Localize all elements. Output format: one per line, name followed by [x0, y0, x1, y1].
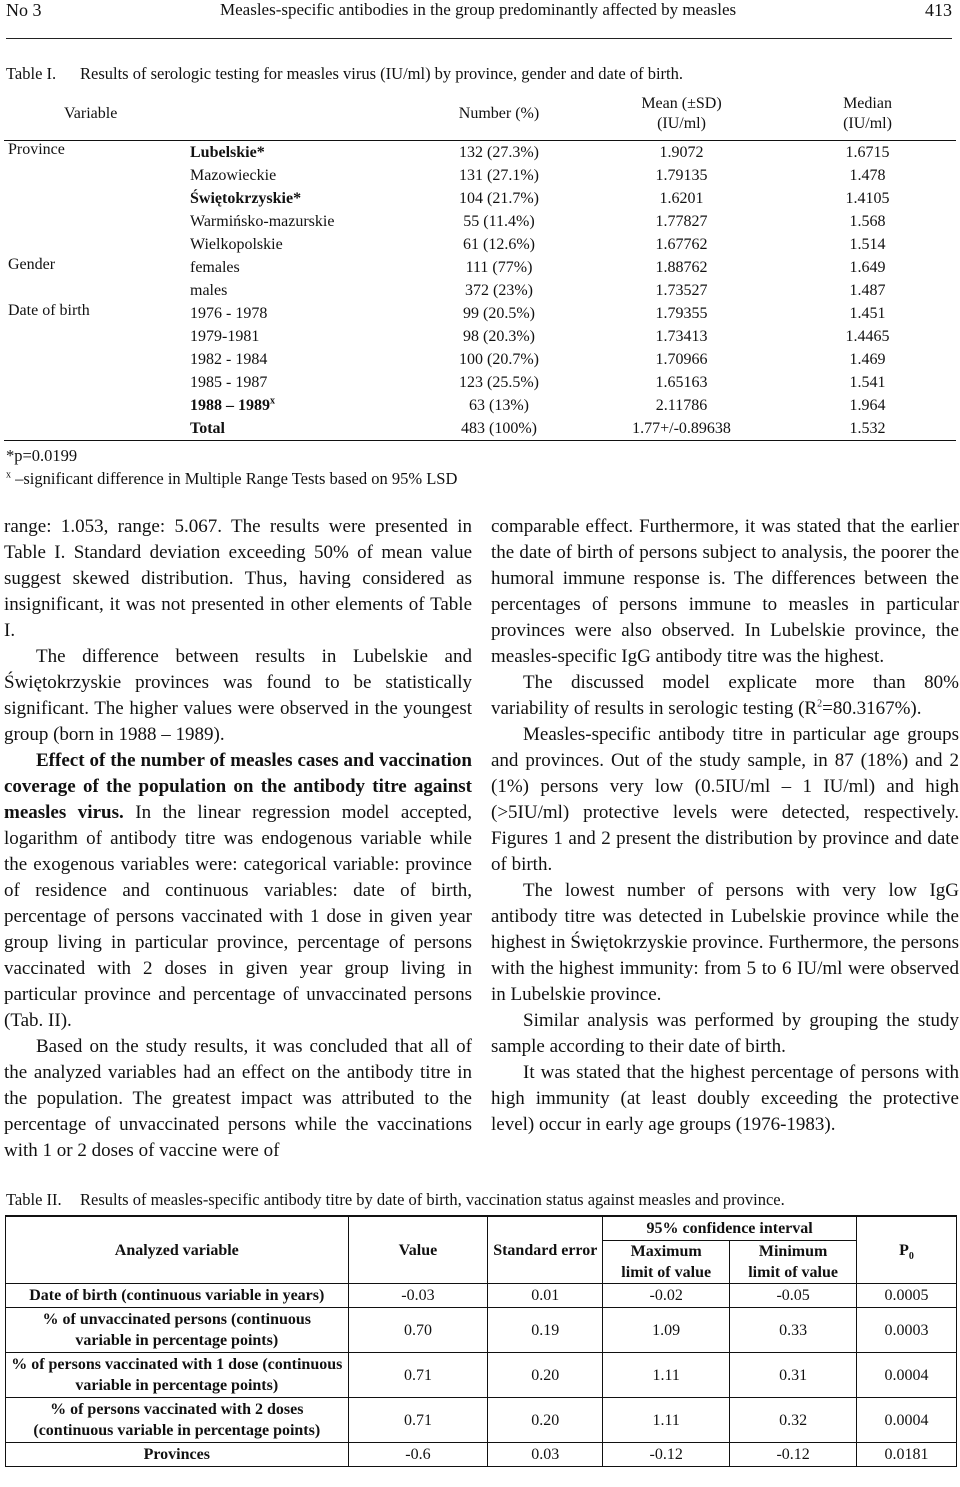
row-level: Lubelskie* [190, 143, 265, 161]
row-level: Total [184, 417, 414, 441]
row-level: Wielkopolskie [190, 235, 283, 253]
table2 [5, 1215, 957, 1467]
row-median: 1.4465 [845, 327, 890, 345]
row-variable: % of persons vaccinated with 1 dose (continuous variable in percentage points) [6, 1353, 349, 1398]
paragraph: Measles-specific antibody titre in particular age groups and provinces. Out of the study sample, in 87 (18%) and 2 (1%) persons very low (0.5IU/ml – 1 IU/ml) and high (>5IU/ml) protective levels were detected, respectively. Figures 1 and 2 present the distribution by province and date of birth. [491, 724, 959, 875]
table-row [4, 141, 956, 165]
row-se: 0.01 [488, 1284, 603, 1308]
group-label-dob: Date of birth [8, 302, 90, 319]
table-row [4, 371, 956, 394]
row-number: 483 (100%) [414, 417, 584, 441]
row-level: 1982 - 1984 [190, 350, 268, 368]
row-number: 100 (20.7%) [459, 350, 539, 368]
group-label-province: Province [8, 141, 65, 158]
row-number: 131 (27.1%) [459, 166, 539, 184]
row-se: 0.20 [488, 1353, 603, 1398]
row-median: 1.469 [849, 350, 886, 368]
row-median: 1.568 [849, 212, 886, 230]
table-row [6, 1284, 957, 1308]
row-number: 63 (13%) [469, 396, 529, 414]
row-number: 104 (21.7%) [459, 189, 539, 207]
row-max: -0.02 [603, 1284, 730, 1308]
row-min: -0.12 [730, 1443, 857, 1467]
table1-header-median: Median (IU/ml) [779, 88, 956, 141]
table2-caption-text: Results of measles-specific antibody titre by date of birth, vaccination status against measles and province. [80, 1190, 785, 1209]
row-number: 99 (20.5%) [463, 304, 535, 322]
row-value: 0.71 [348, 1353, 488, 1398]
row-mean: 1.9072 [659, 143, 704, 161]
row-mean: 1.6201 [659, 189, 704, 207]
row-mean: 1.88762 [655, 258, 708, 276]
row-min: 0.33 [730, 1308, 857, 1353]
row-se: 0.03 [488, 1443, 603, 1467]
row-level: 1979-1981 [190, 327, 260, 345]
row-p: 0.0003 [857, 1308, 957, 1353]
row-number: 111 (77%) [465, 258, 533, 276]
row-variable: Date of birth (continuous variable in years) [6, 1284, 349, 1308]
row-p: 0.0004 [857, 1353, 957, 1398]
group-label-gender: Gender [8, 256, 56, 273]
table-row [4, 302, 956, 325]
row-number: 372 (23%) [465, 281, 533, 299]
table2-header-max: Maximum limit of value [603, 1241, 730, 1284]
row-min: -0.05 [730, 1284, 857, 1308]
row-median: 1.478 [849, 166, 886, 184]
running-title: Measles-specific antibodies in the group predominantly affected by measles [220, 0, 737, 19]
row-mean: 1.79135 [655, 166, 708, 184]
table1-label: Table I. [6, 64, 57, 83]
row-mean: 2.11786 [655, 396, 708, 414]
row-level: males [190, 281, 228, 299]
row-variable: % of unvaccinated persons (continuous variable in percentage points) [6, 1308, 349, 1353]
row-value: -0.6 [348, 1443, 488, 1467]
table1-header-variable: Variable [4, 88, 184, 141]
paragraph: Similar analysis was performed by grouping the study sample according to their date of birth. [491, 1010, 959, 1057]
row-max: -0.12 [603, 1443, 730, 1467]
table2-caption [6, 1190, 785, 1210]
row-p: 0.0004 [857, 1398, 957, 1443]
table1-header-row [4, 88, 956, 141]
table2-label: Table II. [6, 1190, 62, 1209]
table-row [6, 1308, 957, 1353]
row-mean: 1.73527 [655, 281, 708, 299]
table-row [4, 325, 956, 348]
table1-caption-text: Results of serologic testing for measles virus (IU/ml) by province, gender and date of birth. [80, 64, 684, 83]
table1 [4, 88, 956, 441]
table-row [4, 348, 956, 371]
table2-header-ci: 95% confidence interval [603, 1216, 857, 1241]
table-row [4, 279, 956, 302]
row-max: 1.09 [603, 1308, 730, 1353]
body-column-right [491, 514, 959, 1138]
table-row [4, 164, 956, 187]
table-row-total [4, 417, 956, 441]
row-median: 1.649 [849, 258, 886, 276]
paragraph: comparable effect. Furthermore, it was stated that the earlier the date of birth of persons subject to analysis, the poorer the humoral immune response is. The differences between the percentages of persons immune to measles in particular provinces were also observed. In Lubelskie province, the measles-specific IgG antibody titre was the highest. [491, 516, 959, 667]
row-number: 123 (25.5%) [459, 373, 539, 391]
row-mean: 1.79355 [655, 304, 708, 322]
table2-header-value: Value [348, 1216, 488, 1284]
table-row [6, 1443, 957, 1467]
table1-caption [6, 64, 683, 84]
paragraph: The lowest number of persons with very low IgG antibody titre was detected in Lubelskie province while the highest in Świętokrzyskie province. Furthermore, the persons with the highest immunity: from 5 to 6 IU/ml were observed in Lubelskie province. [491, 880, 959, 1005]
row-se: 0.20 [488, 1398, 603, 1443]
row-max: 1.11 [603, 1398, 730, 1443]
row-median: 1.541 [849, 373, 886, 391]
row-se: 0.19 [488, 1308, 603, 1353]
row-level: Mazowieckie [190, 166, 277, 184]
table2-header-se: Standard error [488, 1216, 603, 1284]
row-level: Świętokrzyskie* [190, 189, 302, 207]
table-row [6, 1398, 957, 1443]
section-paragraph: Effect of the number of measles cases and vaccination coverage of the population on the antibody titre against measles virus. In the linear regression model accepted, logarithm of antibody titre was endogenous variable while the exogenous variables were: categorical variable: province of residence and continuous variables: date of birth, percentage of persons vaccinated with 1 dose in given year group living in particular province, percentage of persons vaccinated with 2 doses in given year group living in particular province and percentage of unvaccinated persons (Tab. II). [4, 750, 473, 1031]
row-mean: 1.77827 [655, 212, 708, 230]
row-median: 1.4105 [845, 189, 890, 207]
row-level: 1988 – 1989$^x$ [190, 395, 275, 414]
row-variable: Provinces [6, 1443, 349, 1467]
row-mean: 1.67762 [655, 235, 708, 253]
table2-header-row-1 [6, 1216, 957, 1241]
paragraph: The difference between results in Lubelskie and Świętokrzyskie provinces was found to be statistically significant. The higher values were observed in the youngest group (born in 1988 – 1989). [4, 646, 472, 745]
running-header [6, 0, 952, 39]
paragraph: The discussed model explicate more than 80% variability of results in serologic testing $(R^2=80.3167\%)$. [491, 672, 959, 719]
table-row [4, 256, 956, 279]
table1-footnote-x: $^x$ –significant difference in Multiple Range Tests based on 95% LSD [6, 469, 458, 488]
table1-footnote-p: *p=0.0199 [6, 446, 78, 465]
row-value: 0.71 [348, 1398, 488, 1443]
row-mean: 1.77+/-0.89638 [584, 417, 779, 441]
row-p: 0.0005 [857, 1284, 957, 1308]
row-level: 1976 - 1978 [190, 304, 268, 322]
row-number: 98 (20.3%) [463, 327, 535, 345]
row-median: 1.514 [849, 235, 886, 253]
row-number: 61 (12.6%) [463, 235, 535, 253]
body-column-left [4, 514, 472, 1164]
paragraph: Based on the study results, it was concluded that all of the analyzed variables had an effect on the antibody titre in the population. The greatest impact was attributed to the percentage of unvaccinated persons while the vaccinations with 1 or 2 doses of vaccine were of [4, 1036, 472, 1161]
table-row [4, 210, 956, 233]
row-variable: % of persons vaccinated with 2 doses (continuous variable in percentage points) [6, 1398, 349, 1443]
row-median: 1.487 [849, 281, 886, 299]
table1-header-number: Number (%) [414, 88, 584, 141]
paragraph: range: 1.053, range: 5.067. The results were presented in Table I. Standard deviation exceeding 50% of mean value suggest skewed distribution. Thus, having considered as insignificant, it was not presented in other elements of Table I. [4, 516, 472, 641]
row-mean: 1.73413 [655, 327, 708, 345]
row-min: 0.32 [730, 1398, 857, 1443]
row-level: Warmińsko-mazurskie [190, 212, 335, 230]
page-number: 413 [925, 0, 952, 20]
row-mean: 1.70966 [655, 350, 708, 368]
row-level: females [190, 258, 240, 276]
section-heading: Effect of the number of measles cases and vaccination coverage of the population on the antibody titre against measles virus. [4, 750, 472, 823]
table-row [4, 233, 956, 256]
table2-header-min: Minimum limit of value [730, 1241, 857, 1284]
row-level: 1985 - 1987 [190, 373, 268, 391]
row-median: 1.964 [849, 396, 886, 414]
table1-header-mean: Mean (±SD) (IU/ml) [584, 88, 779, 141]
row-value: 0.70 [348, 1308, 488, 1353]
row-value: -0.03 [348, 1284, 488, 1308]
table-row [4, 394, 956, 417]
row-number: 55 (11.4%) [463, 212, 535, 230]
table-row [6, 1353, 957, 1398]
row-mean: 1.65163 [655, 373, 708, 391]
row-max: 1.11 [603, 1353, 730, 1398]
table-row [4, 187, 956, 210]
row-number: 132 (27.3%) [459, 143, 539, 161]
table2-header-p: $P_0$ [857, 1216, 957, 1284]
issue-number: No 3 [6, 0, 42, 20]
row-median: 1.451 [849, 304, 886, 322]
row-median: 1.532 [779, 417, 956, 441]
table2-header-analyzed: Analyzed variable [6, 1216, 349, 1284]
row-p: 0.0181 [857, 1443, 957, 1467]
row-min: 0.31 [730, 1353, 857, 1398]
paragraph: It was stated that the highest percentage of persons with high immunity (at least doubly exceeding the protective level) occur in early age groups (1976-1983). [491, 1062, 959, 1135]
row-median: 1.6715 [845, 143, 890, 161]
